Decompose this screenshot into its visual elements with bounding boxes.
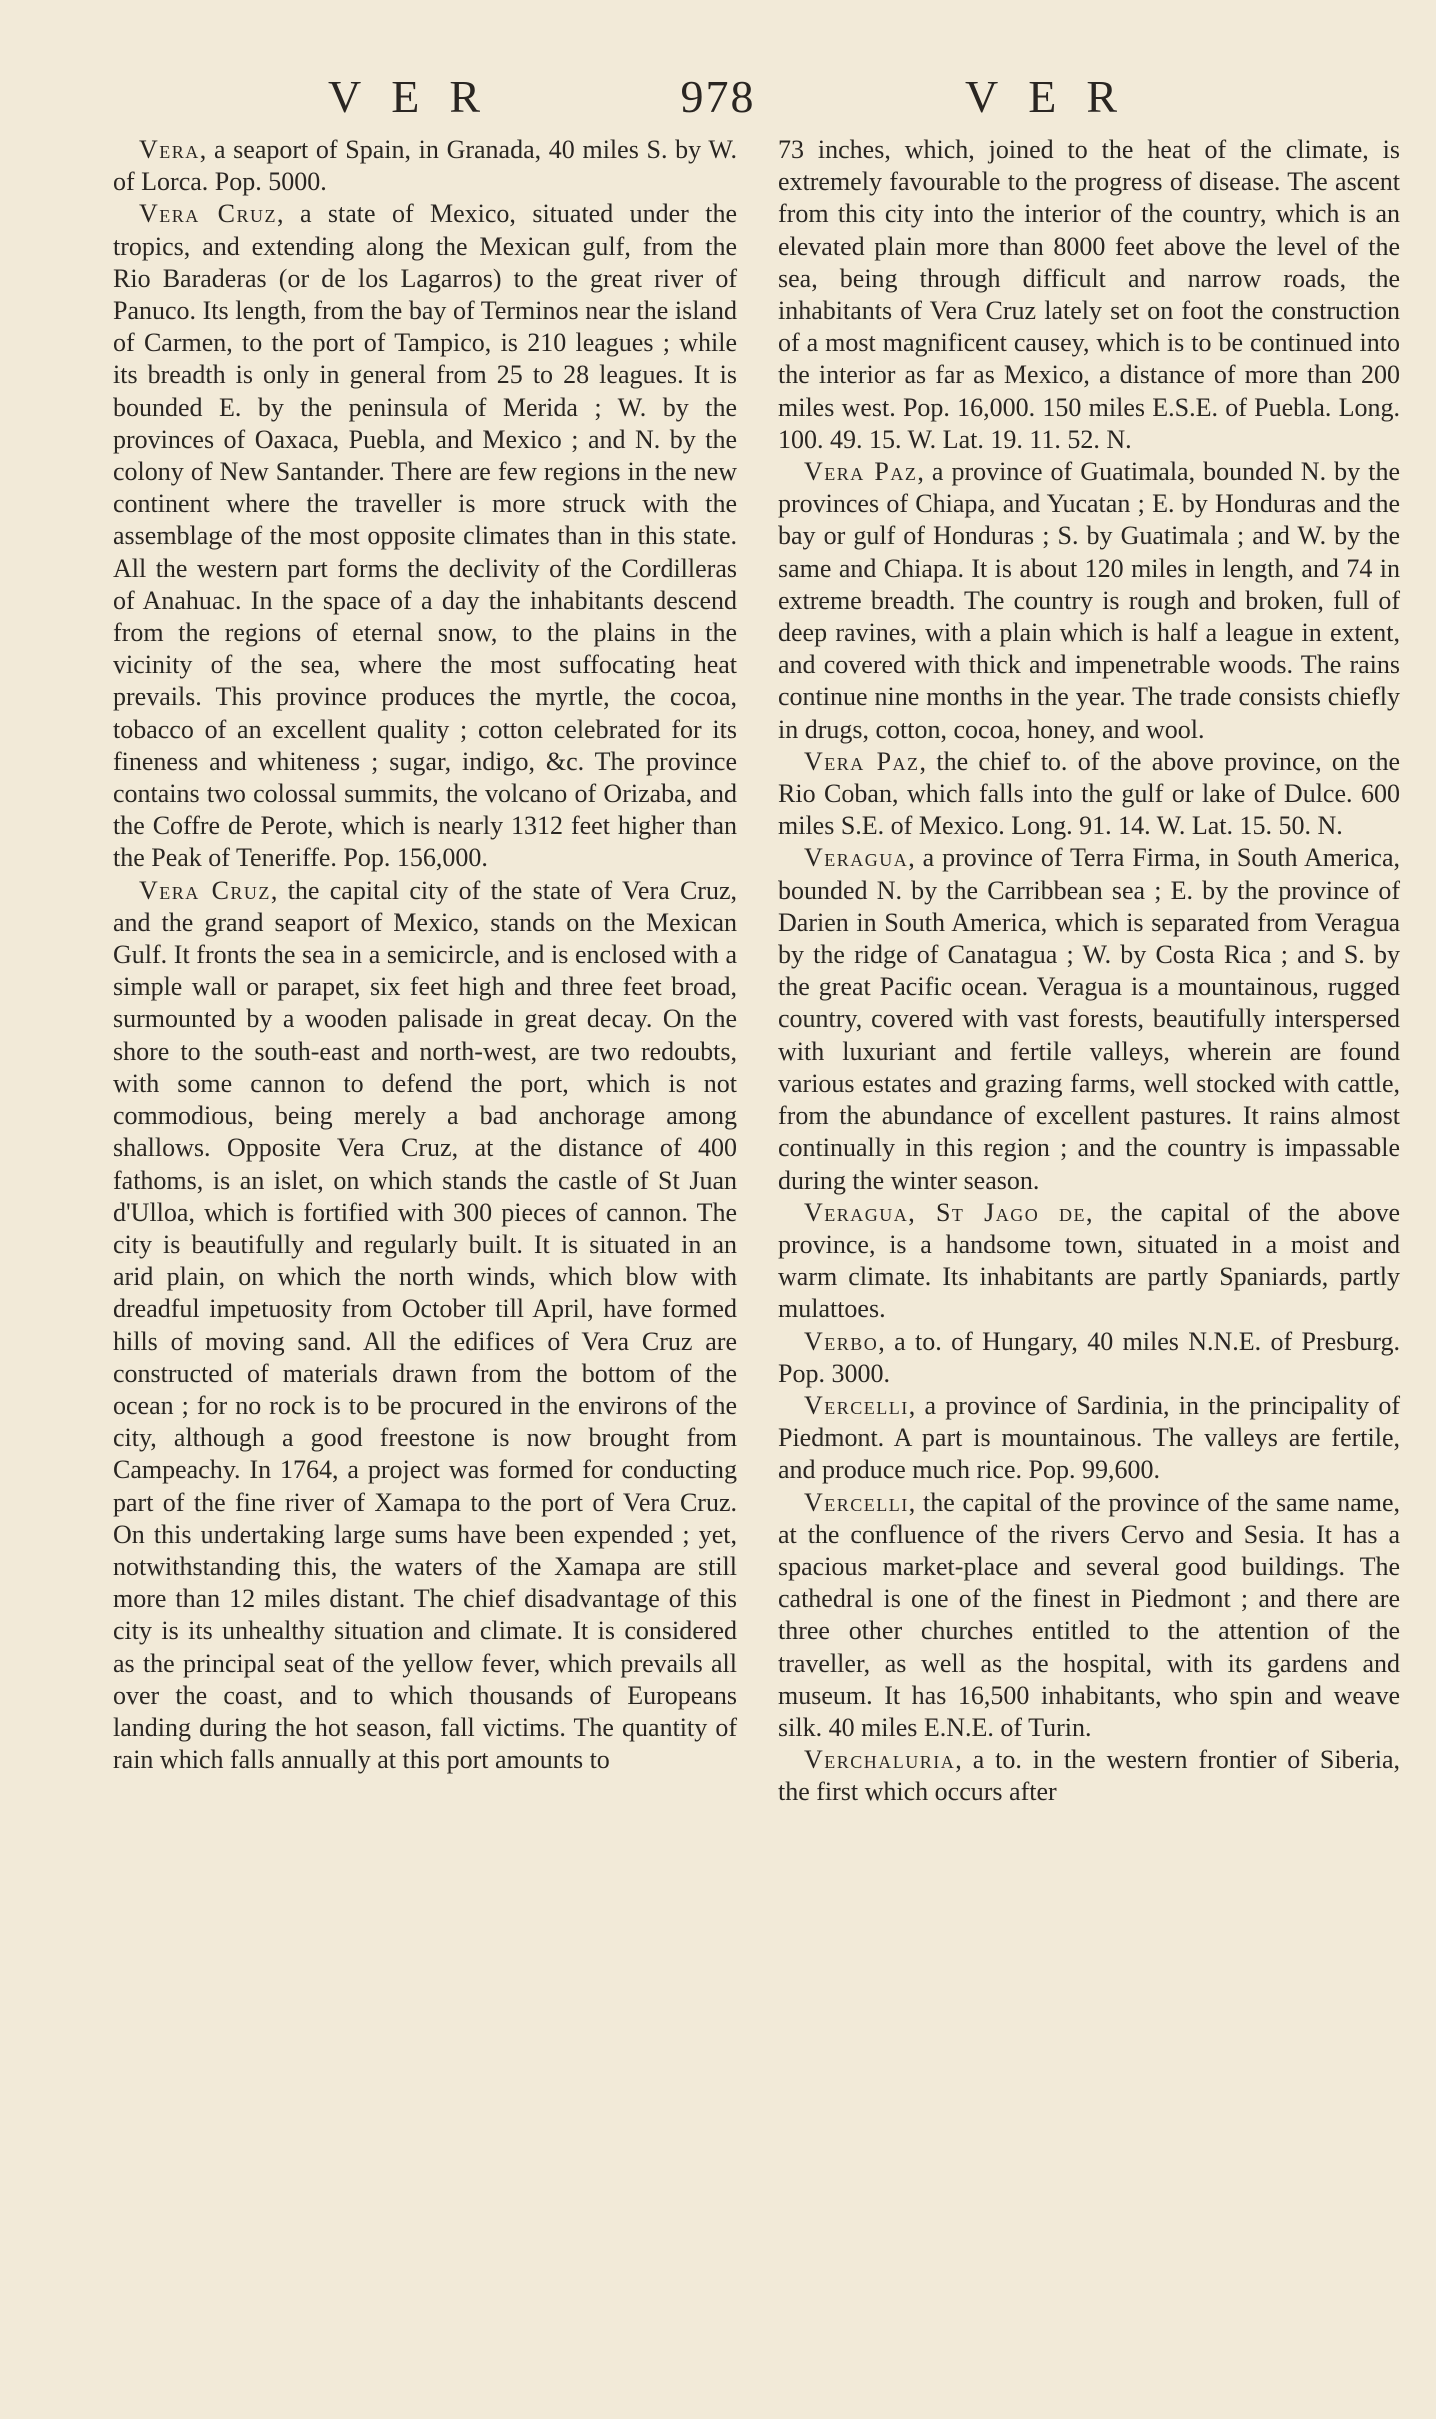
entry <box>778 1390 1400 1487</box>
entry-headword: Vercelli <box>804 1390 909 1420</box>
right-column <box>778 134 1400 1809</box>
page-number: 978 <box>680 71 756 122</box>
entry-text: , a seaport of Spain, in Granada, 40 miles S. by W. of Lorca. Pop. 5000. <box>113 135 737 197</box>
entry <box>778 1744 1400 1808</box>
entry-text: , a to. of Hungary, 40 miles N.N.E. of Presburg. Pop. 3000. <box>778 1326 1400 1388</box>
entry-text: , a state of Mexico, situated under the tropics, and extending along the Mexican gulf, from the Rio Baraderas (or de los Lagarros) to the great river of Panuco. Its length, from the bay of Terminos near the island of Carmen, to the port of Tampico, is 210 leagues ; while its breadth is only in general from 25 to 28 leagues. It is bounded E. by the peninsula of Merida ; W. by the provinces of Oaxaca, Puebla, and Mexico ; and N. by the colony of New Santander. There are few regions in the new continent where the traveller is more struck with the assemblage of the most opposite climates than in this state. All the western part forms the declivity of the Cordilleras of Anahuac. In the space of a day the inhabitants descend from the regions of eternal snow, to the plains in the vicinity of the sea, where the most suffocating heat prevails. This province produces the myrtle, the cocoa, tobacco of an excellent quality ; cotton celebrated for its fineness and whiteness ; sugar, indigo, &c. The province contains two colossal summits, the volcano of Orizaba, and the Coffre de Perote, which is nearly 1312 feet higher than the Peak of Teneriffe. Pop. 156,000. <box>113 199 737 873</box>
entry-headword: Verchaluria <box>804 1745 956 1775</box>
entry-text: , the capital city of the state of Vera Cruz, and the grand seaport of Mexico, stands on the Mexican Gulf. It fronts the sea in a semicircle, and is enclosed with a simple wall or parapet, six feet high and three feet broad, surmounted by a wooden palisade in great decay. On the shore to the south-east and north-west, are two redoubts, with some cannon to defend the port, which is not commodious, being merely a bad anchorage among shallows. Opposite Vera Cruz, at the distance of 400 fathoms, is an islet, on which stands the castle of St Juan d'Ulloa, which is fortified with 300 pieces of cannon. The city is beautifully and regularly built. It is situated in an arid plain, on which the north winds, which blow with dreadful impetuosity from October till April, have formed hills of moving sand. All the edifices of Vera Cruz are constructed of materials drawn from the bottom of the ocean ; for no rock is to be procured in the environs of the city, although a good freestone is now brought from Campeachy. In 1764, a project was formed for conducting part of the fine river of Xamapa to the port of Vera Cruz. On this undertaking large sums have been expended ; yet, notwithstanding this, the waters of the Xamapa are still more than 12 miles distant. The chief disadvantage of this city is its unhealthy situation and climate. It is considered as the principal seat of the yellow fever, which prevails all over the coast, and to which thousands of Europeans landing during the hot season, fall victims. The quantity of rain which falls annually at this port amounts to <box>113 875 737 1775</box>
entry-text: , a to. in the western frontier of Siberia, the first which occurs after <box>778 1745 1400 1807</box>
entry-text: , the chief to. of the above province, on the Rio Coban, which falls into the gulf or lake of Dulce. 600 miles S.E. of Mexico. Long. 91. 14. W. Lat. 15. 50. N. <box>778 746 1400 841</box>
running-header <box>0 62 1436 132</box>
entry <box>778 1326 1400 1390</box>
entry-headword: Veragua, St Jago de <box>804 1197 1086 1227</box>
entry-text: , a province of Guatimala, bounded N. by the provinces of Chiapa, and Yucatan ; E. by Honduras and the bay or gulf of Honduras ; S. by Guatimala ; and W. by the same and Chiapa. It is about 120 miles in length, and 74 in extreme breadth. The country is rough and broken, full of deep ravines, with a plain which is half a league in extent, and covered with thick and impenetrable woods. The rains continue nine months in the year. The trade consists chiefly in drugs, cotton, cocoa, honey, and wool. <box>778 457 1400 744</box>
entry-text: , the capital of the above province, is a handsome town, situated in a moist and warm climate. Its inhabitants are partly Spaniards, partly mulattoes. <box>778 1197 1400 1324</box>
entry <box>778 746 1400 843</box>
entry <box>778 1197 1400 1326</box>
entry-text: , the capital of the province of the same name, at the confluence of the rivers Cervo and Sesia. It has a spacious market-place and several good buildings. The cathedral is one of the finest in Piedmont ; and there are three other churches entitled to the attention of the traveller, as well as the hospital, with its gardens and museum. It has 16,500 inhabitants, who spin and weave silk. 40 miles E.N.E. of Turin. <box>778 1487 1400 1742</box>
entry-headword: Vera Cruz <box>139 875 271 905</box>
entry-headword: Vera Cruz <box>139 199 278 229</box>
entry-headword: Vera Paz <box>804 746 920 776</box>
entry-text: , a province of Terra Firma, in South America, bounded N. by the Carribbean sea ; E. by the province of Darien in South America, which is separated from Veragua by the ridge of Canatagua ; W. by Costa Rica ; and S. by the great Pacific ocean. Veragua is a mountainous, rugged country, covered with vast forests, beautifully interspersed with luxuriant and fertile valleys, wherein are found various estates and grazing farms, well stocked with cattle, from the abundance of excellent pastures. It rains almost continually in this region ; and the country is impassable during the winter season. <box>778 843 1400 1195</box>
entry <box>113 875 737 1777</box>
entry-continuation <box>778 134 1400 456</box>
entry <box>778 1487 1400 1745</box>
running-head-left: VER <box>328 71 510 122</box>
entry <box>113 198 737 874</box>
entry <box>778 456 1400 746</box>
entry-headword: Vera <box>139 135 200 164</box>
entry-headword: Veragua <box>804 843 909 873</box>
entry-headword: Vera Paz <box>804 457 918 487</box>
entry-headword: Verbo <box>804 1326 879 1356</box>
running-head-right: VER <box>965 71 1147 122</box>
entry-text: , a province of Sardinia, in the principality of Piedmont. A part is mountainous. The valleys are fertile, and produce much rice. Pop. 99,600. <box>778 1390 1400 1485</box>
left-column <box>113 134 737 1776</box>
entry <box>778 842 1400 1196</box>
entry <box>113 134 737 198</box>
entry-headword: Vercelli <box>804 1487 909 1517</box>
entry-text: 73 inches, which, joined to the heat of the climate, is extremely favourable to the progress of disease. The ascent from this city into the interior of the country, which is an elevated plain more than 8000 feet above the level of the sea, being through difficult and narrow roads, the inhabitants of Vera Cruz lately set on foot the construction of a most magnificent causey, which is to be continued into the interior as far as Mexico, a distance of more than 200 miles west. Pop. 16,000. 150 miles E.S.E. of Puebla. Long. 100. 49. 15. W. Lat. 19. 11. 52. N. <box>778 135 1400 454</box>
